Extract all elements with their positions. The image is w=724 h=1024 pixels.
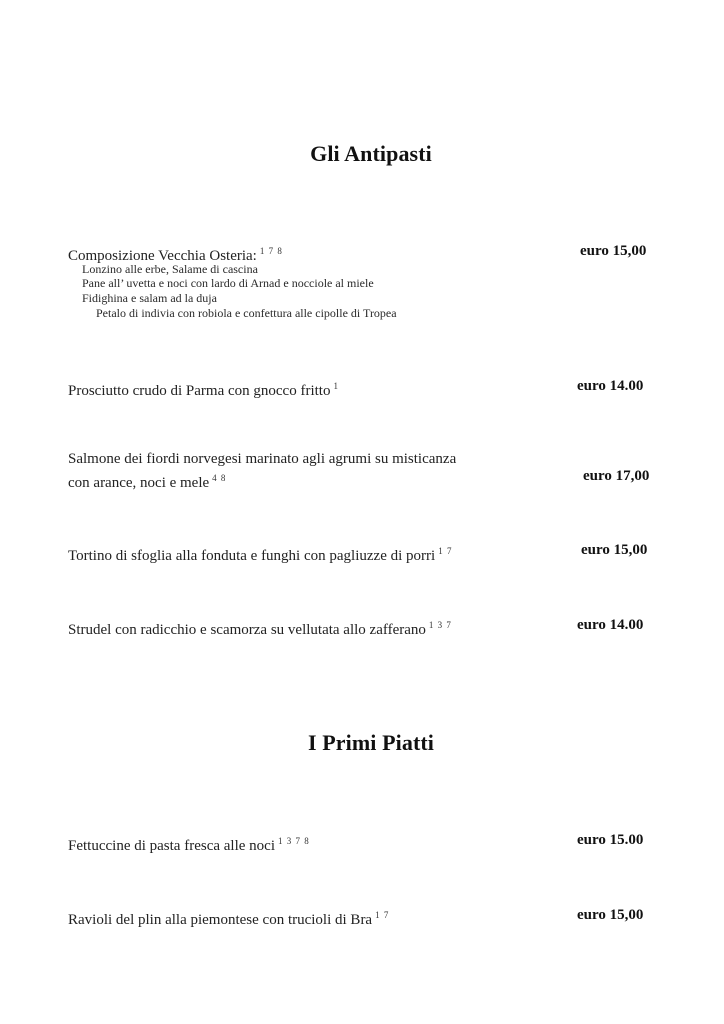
allergen-codes: 1 7 8: [259, 246, 283, 256]
allergen-codes: 1: [333, 381, 339, 391]
item-price: euro 15,00: [577, 907, 644, 923]
item-price: euro 15,00: [581, 542, 648, 558]
item-name: Strudel con radicchio e scamorza su vellutata allo zafferano: [68, 622, 426, 638]
allergen-codes: 1 3 7: [428, 620, 452, 630]
menu-item-fettuccine: [68, 832, 310, 855]
item-name: Prosciutto crudo di Parma con gnocco fritto: [68, 383, 331, 399]
item-detail: Lonzino alle erbe, Salame di cascina: [82, 262, 258, 276]
menu-item-prosciutto: [68, 377, 339, 400]
item-name: Composizione Vecchia Osteria:: [68, 248, 257, 264]
menu-item-salmone-line1: Salmone dei fiordi norvegesi marinato agli agrumi su misticanza: [68, 451, 457, 467]
item-name: con arance, noci e mele: [68, 475, 210, 491]
menu-item-ravioli: [68, 906, 389, 929]
section-title-primi: I Primi Piatti: [307, 730, 435, 755]
item-price: euro 17,00: [583, 468, 650, 484]
item-name: Tortino di sfoglia alla fonduta e funghi con pagliuzze di porri: [68, 548, 436, 564]
section-title-antipasti: Gli Antipasti: [310, 141, 432, 166]
item-detail: Petalo di indivia con robiola e confettura alle cipolle di Tropea: [96, 306, 397, 320]
allergen-codes: 1 7: [438, 546, 453, 556]
item-name: Ravioli del plin alla piemontese con trucioli di Bra: [68, 912, 373, 928]
item-price: euro 15.00: [577, 832, 644, 848]
item-price: euro 15,00: [580, 243, 647, 259]
item-price: euro 14.00: [577, 378, 644, 394]
menu-item-tortino: [68, 542, 452, 565]
item-name: Fettuccine di pasta fresca alle noci: [68, 838, 275, 854]
menu-item-salmone-line2: [68, 469, 226, 492]
item-detail: Pane all’ uvetta e noci con lardo di Arnad e nocciole al miele: [82, 276, 374, 290]
item-price: euro 14.00: [577, 617, 644, 633]
allergen-codes: 1 7: [375, 910, 390, 920]
allergen-codes: 1 3 7 8: [278, 836, 310, 846]
allergen-codes: 4 8: [212, 473, 227, 483]
menu-item-strudel: [68, 616, 452, 639]
item-detail: Fidighina e salam ad la duja: [82, 291, 217, 305]
